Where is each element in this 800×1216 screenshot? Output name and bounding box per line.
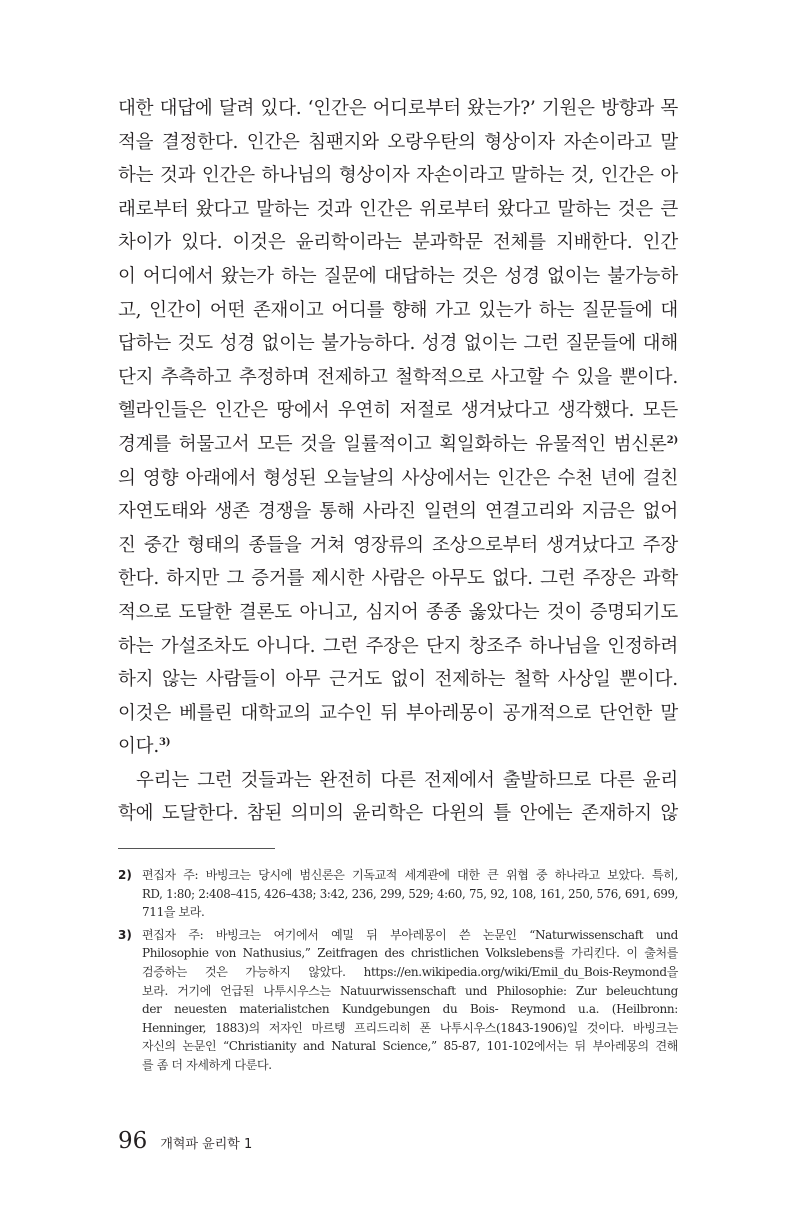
footnote-line: der neuesten materialistchen Kundgebungen du Bois- Reymond u.a. (Heilbronn:	[142, 1002, 678, 1017]
text-line: 한다. 하지만 그 증거를 제시한 사람은 아무도 없다. 그런 주장은 과학	[118, 568, 678, 590]
footnote-divider	[118, 848, 275, 849]
footnote-line: Philosophie von Nathusius,” Zeitfragen des christlichen Volkslebens를 가리킨다. 이 출처를	[142, 946, 678, 961]
text-line: 대한 대답에 달려 있다. ‘인간은 어디로부터 왔는가?’ 기원은 방향과 목	[118, 98, 678, 119]
footnote-ref-2[interactable]: 2)	[666, 434, 678, 446]
text-line: 적을 결정한다. 인간은 침팬지와 오랑우탄의 형상이자 자손이라고 말	[118, 131, 678, 153]
text-line: 답하는 것도 성경 없이는 불가능하다. 성경 없이는 그런 질문들에 대해	[118, 333, 678, 355]
text-line: 하는 가설조차도 아니다. 그런 주장은 단지 창조주 하나님을 인정하려	[118, 635, 678, 657]
footnotes	[118, 866, 678, 1079]
footnote-3	[118, 926, 678, 1075]
text-line: 적으로 도달한 결론도 아니고, 심지어 종종 옳았다는 것이 증명되기도	[118, 601, 678, 623]
text-segment: 경계를 허물고서 모든 것을 일률적이고 획일화하는 유물적인 범신론	[118, 433, 667, 455]
text-line: 의 영향 아래에서 형성된 오늘날의 사상에서는 인간은 수천 년에 걸친	[118, 467, 678, 489]
text-line: 학에 도달한다. 참된 의미의 윤리학은 다윈의 틀 안에는 존재하지 않	[118, 803, 678, 825]
text-line: 단지 추측하고 추정하며 전제하고 철학적으로 사고할 수 있을 뿐이다.	[118, 366, 678, 388]
footnote-line: 편집자 주: 바빙크는 여기에서 예밀 뒤 부아레몽이 쓴 논문인 “Naturwissenschaft und	[142, 927, 678, 942]
footnote-line: 보라. 거기에 언급된 나투시우스는 Natuurwissenschaft und Philosophie: Zur beleuchtung	[142, 983, 678, 998]
text-line-with-footnote	[118, 730, 678, 764]
running-title: 개혁파 윤리학 1	[160, 1137, 253, 1152]
text-line: 하는 것과 인간은 하나님의 형상이자 자손이라고 말하는 것, 인간은 아	[118, 165, 678, 187]
footnote-line: 편집자 주: 바빙크는 당시에 범신론은 기독교적 세계관에 대한 큰 위협 중 하나라고 보았다. 특히,	[142, 868, 678, 882]
footnote-line: Henninger, 1883)의 저자인 마르텡 프리드리히 폰 나투시우스(1843-1906)일 것이다. 바빙크는	[142, 1020, 678, 1035]
text-line: 이 어디에서 왔는가 하는 질문에 대답하는 것은 성경 없이는 불가능하	[118, 265, 678, 287]
footnote-2	[118, 866, 678, 922]
text-line: 래로부터 왔다고 말하는 것과 인간은 위로부터 왔다고 말하는 것은 큰	[118, 198, 678, 220]
page-number: 96	[118, 1128, 148, 1154]
text-line: 자연도태와 생존 경쟁을 통해 사라진 일련의 연결고리와 지금은 없어	[118, 501, 678, 523]
text-line: 하지 않는 사람들이 아무 근거도 없이 전제하는 철학 사상일 뿐이다.	[118, 669, 678, 691]
text-line: 고, 인간이 어떤 존재이고 어디를 향해 가고 있는가 하는 질문들에 대	[118, 299, 678, 321]
text-line: 헬라인들은 인간은 땅에서 우연히 저절로 생겨났다고 생각했다. 모든	[118, 400, 678, 422]
footnote-number: 3)	[118, 927, 132, 942]
footnote-line: 를 좀 더 자세하게 다룬다.	[142, 1057, 272, 1072]
footnote-number: 2)	[118, 868, 132, 882]
text-line: 차이가 있다. 이것은 윤리학이라는 분과학문 전체를 지배한다. 인간	[118, 232, 678, 254]
main-text	[118, 92, 678, 831]
footnote-line: 검증하는 것은 가능하지 않았다. https://en.wikipedia.org/wiki/Emil_du_Bois-Reymond을	[142, 964, 678, 979]
text-line-with-footnote	[118, 428, 678, 462]
text-segment: 이다.	[118, 736, 160, 758]
text-line: 이것은 베를린 대학교의 교수인 뒤 부아레몽이 공개적으로 단언한 말	[118, 702, 678, 724]
footnote-line: 자신의 논문인 “Christianity and Natural Science,” 85-87, 101-102에서는 뒤 부아레몽의 견해	[142, 1039, 678, 1054]
footnote-ref-3[interactable]: 3)	[159, 737, 171, 749]
text-line: 우리는 그런 것들과는 완전히 다른 전제에서 출발하므로 다른 윤리	[136, 769, 678, 791]
footnote-line: RD, 1:80; 2:408–415, 426–438; 3:42, 236, 299, 529; 4:60, 75, 92, 108, 161, 250, 576, 691, 699,	[142, 886, 678, 901]
page-footer	[118, 1128, 252, 1158]
footnote-line: 711을 보라.	[142, 905, 205, 920]
text-line: 진 중간 형태의 종들을 거쳐 영장류의 조상으로부터 생겨났다고 주장	[118, 534, 678, 556]
